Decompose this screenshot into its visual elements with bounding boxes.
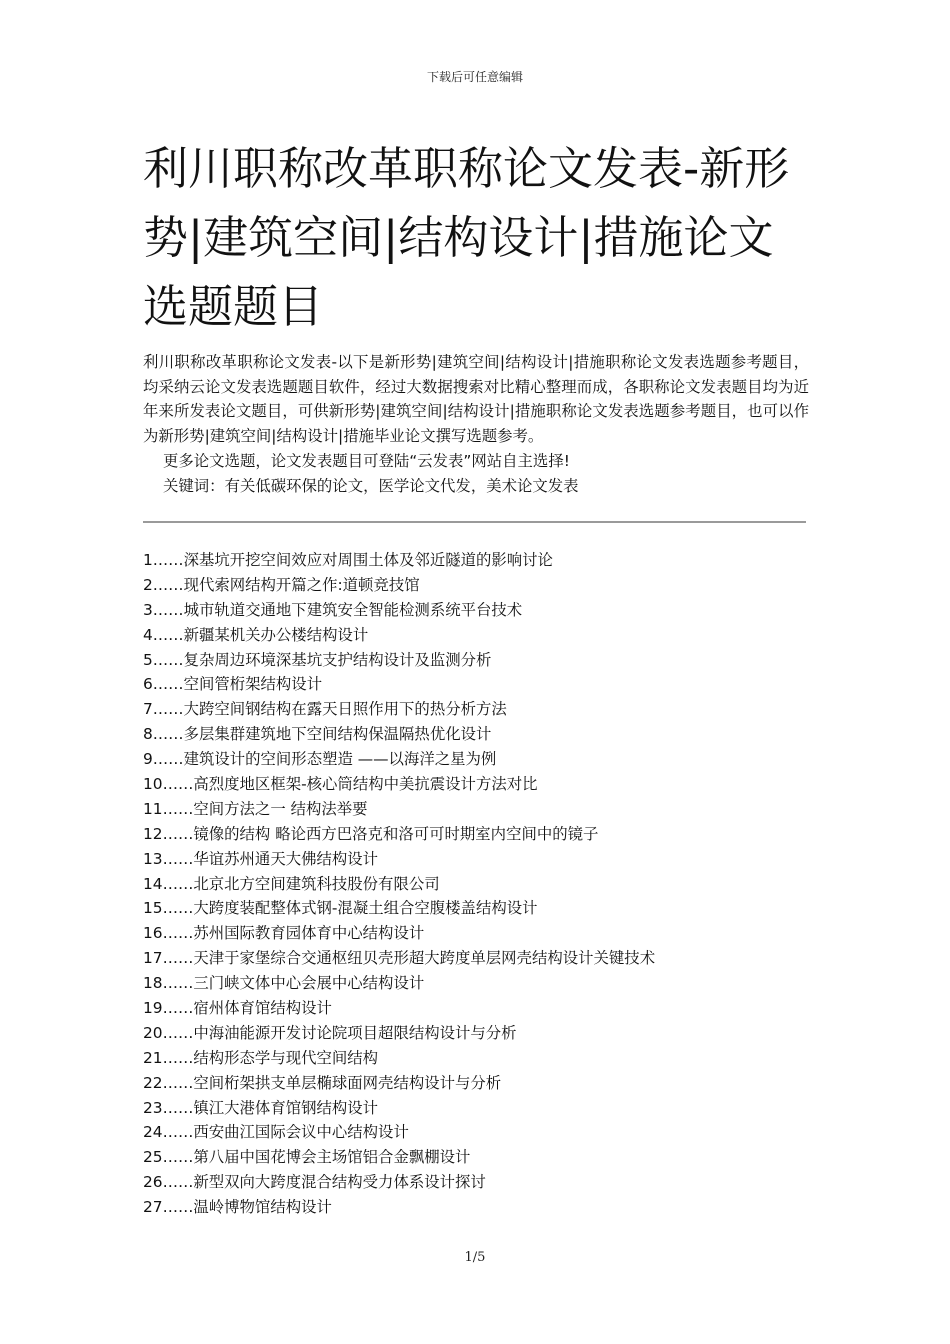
topic-item: 23……镇江大港体育馆钢结构设计 [143,1098,379,1117]
topic-item: 27……温岭博物馆结构设计 [143,1198,332,1217]
intro-paragraph: 利川职称改革职称论文发表-以下是新形势|建筑空间|结构设计|措施职称论文发表选题参考题目，均采纳云论文发表选题题目软件，经过大数据搜索对比精心整理而成，各职称论文发表题目均为近年来所发表论文题目，可供新形势|建筑空间|结构设计|措施职称论文发表选题参考题目，也可以作为新形势|建筑空间|结构设计|措施毕业论文撰写选题参考。 [143,353,809,445]
topic-item: 2……现代索网结构开篇之作:道顿竞技馆 [143,575,420,594]
topic-item: 11……空间方法之一 结构法举要 [143,799,368,818]
topic-item: 25……第八届中国花博会主场馆铝合金飘棚设计 [143,1148,471,1167]
topic-item: 18……三门峡文体中心会展中心结构设计 [143,974,425,993]
topic-item: 26……新型双向大跨度混合结构受力体系设计探讨 [143,1173,486,1192]
topic-item: 17……天津于家堡综合交通枢纽贝壳形超大跨度单层网壳结构设计关键技术 [143,949,656,968]
topic-item: 13……华谊苏州通天大佛结构设计 [143,849,379,868]
topic-item: 15……大跨度装配整体式钢-混凝土组合空腹楼盖结构设计 [143,899,538,918]
topic-item: 9……建筑设计的空间形态塑造 ——以海洋之星为例 [143,750,497,769]
topic-item: 22……空间桁架拱支单层椭球面网壳结构设计与分析 [143,1073,502,1092]
topic-item: 5……复杂周边环境深基坑支护结构设计及监测分析 [143,650,492,669]
more-topics-note: 更多论文选题，论文发表题目可登陆“云发表”网站自主选择! [163,452,570,470]
document-title: 利川职称改革职称论文发表-新形势|建筑空间|结构设计|措施论文选题题目 [143,142,790,333]
topic-item: 16……苏州国际教育园体育中心结构设计 [143,924,425,943]
topic-list [143,548,809,1220]
topic-item: 4……新疆某机关办公楼结构设计 [143,625,369,644]
topic-item: 21……结构形态学与现代空间结构 [143,1048,379,1067]
topic-item: 14……北京北方空间建筑科技股份有限公司 [143,874,440,893]
topic-item: 10……高烈度地区框架-核心筒结构中美抗震设计方法对比 [143,775,538,794]
section-divider [143,521,806,523]
topic-item: 6……空间管桁架结构设计 [143,675,323,694]
topic-item: 1……深基坑开挖空间效应对周围土体及邻近隧道的影响讨论 [143,551,553,569]
topic-item: 7……大跨空间钢结构在露天日照作用下的热分析方法 [143,700,507,719]
page-number: 1/5 [464,1250,486,1265]
topic-item: 19……宿州体育馆结构设计 [143,999,332,1018]
topic-item: 24……西安曲江国际会议中心结构设计 [143,1123,409,1142]
topic-item: 8……多层集群建筑地下空间结构保温隔热优化设计 [143,725,492,744]
topic-item: 12……镜像的结构 略论西方巴洛克和洛可可时期室内空间中的镜子 [143,824,599,843]
topic-item: 3……城市轨道交通地下建筑安全智能检测系统平台技术 [143,600,523,619]
topic-item: 20……中海油能源开发讨论院项目超限结构设计与分析 [143,1023,517,1042]
keywords-line: 关键词：有关低碳环保的论文，医学论文代发，美术论文发表 [163,477,579,495]
header-note: 下载后可任意编辑 [426,70,523,84]
